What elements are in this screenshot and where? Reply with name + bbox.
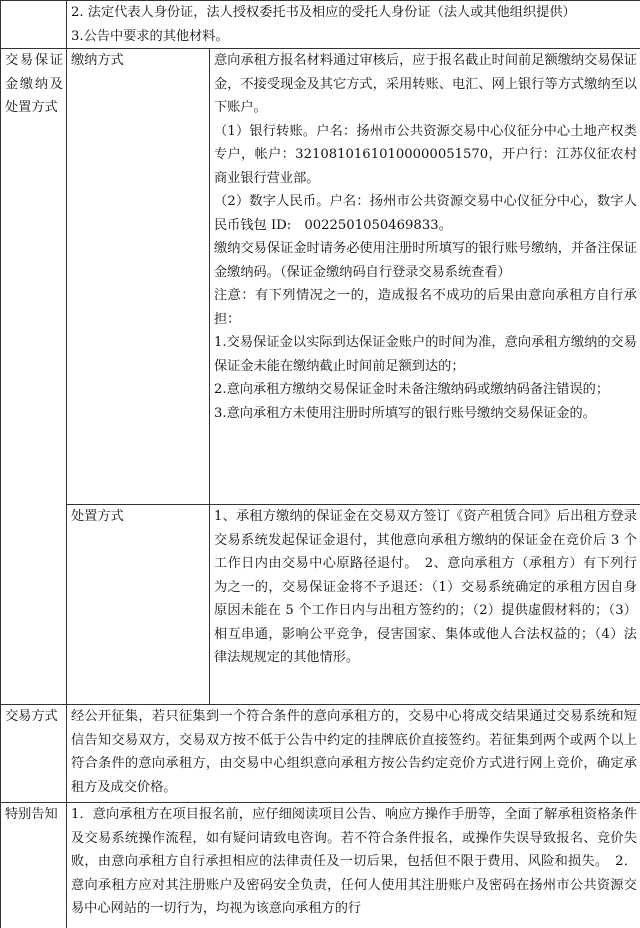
- materials-line: 3.公告中要求的其他材料。: [71, 28, 229, 44]
- materials-line: 2. 法定代表人身份证，法人授权委托书及相应的受托人身份证（法人或其他组织提供）: [71, 5, 576, 20]
- special-notice-content: 1．意向承租方在项目报名前，应仔细阅读项目公告、响应方操作手册等，全面了解承租资格条件及交易系统操作流程，如有疑问请致电咨询。若不符合条件报名，或操作失误导致报名、竞价失败，由意向承租方自行承担相应的法律责任及一切后果，包括但不限于费用、风险和损失。 2．意向承租方应对其注册账户及密码安全负责，任何人使用其注册账户及密码在扬州市公共资源交易中心网站的一切行为，均视为该意向承租方的行: [67, 803, 640, 928]
- disposal-method-label: 处置方式: [67, 505, 210, 705]
- payment-paragraph: （2）数字人民币。户名：扬州市公共资源交易中心仪征分中心，数字人民币钱包 ID: 0022501050469833。: [214, 194, 637, 233]
- disposal-row: [1, 505, 640, 705]
- disposal-method-content: [210, 505, 640, 705]
- payment-row: [1, 49, 640, 505]
- special-notice-label: 特别告知: [1, 803, 67, 928]
- materials-empty-label: [1, 1, 67, 49]
- payment-paragraph: 注意：有下列情况之一的，造成报名不成功的后果由意向承租方自行承担：: [214, 288, 637, 327]
- payment-paragraph: 缴纳交易保证金时请务必使用注册时所填写的银行账号缴纳，并备注保证金缴纳码。（保证金缴纳码自行登录交易系统查看）: [214, 241, 637, 280]
- payment-paragraph: 2.意向承租方缴纳交易保证金时未备注缴纳码或缴纳码备注错误的；: [214, 382, 610, 397]
- disposal-paragraph: 1、承租方缴纳的保证金在交易双方签订《资产租赁合同》后出租方登录交易系统发起保证金退付，其他意向承租方缴纳的保证金在竞价后 3 个工作日内由交易中心原路径退付。 2、意向承租方（承租方）有下列行为之一的，交易保证金将不予退还：（1）交易系统确定的承租方因自身原因未能在 5 个工作日内与出租方签约的；（2）提供虚假材料的；（3）相互串通，影响公平竞争，侵害国家、集体或他人合法权益的；（4）法律法规规定的其他情形。: [214, 509, 637, 665]
- materials-row: [1, 1, 640, 49]
- payment-method-content: [210, 49, 640, 505]
- deposit-section-label: 交易保证金缴纳及处置方式: [1, 49, 67, 705]
- payment-paragraph: 3.意向承租方未使用注册时所填写的银行账号缴纳交易保证金的。: [214, 405, 596, 421]
- special-notice-row: [1, 803, 640, 928]
- payment-paragraph: （1）银行转账。户名：扬州市公共资源交易中心仪征分中心土地产权类专户，帐户：32108101610100000051570，开户行：江苏仪征农村商业银行营业部。: [214, 123, 637, 186]
- trade-method-content: 经公开征集，若只征集到一个符合条件的意向承租方的，交易中心将成交结果通过交易系统和短信告知交易双方，交易双方按不低于公告中约定的挂牌底价直接签约。若征集到两个或两个以上符合条件的意向承租方，由交易中心组织意向承租方按公告约定竞价方式进行网上竞价，确定承租方及成交价格。: [67, 705, 640, 803]
- payment-method-label: 缴纳方式: [67, 49, 210, 505]
- trade-method-row: [1, 705, 640, 803]
- materials-cell: [67, 1, 640, 49]
- trade-method-label: 交易方式: [1, 705, 67, 803]
- payment-paragraph: 意向承租方报名材料通过审核后，应于报名截止时间前足额缴纳交易保证金，不接受现金及其它方式，采用转账、电汇、网上银行等方式缴纳至以下账户。: [214, 53, 637, 115]
- payment-paragraph: 1.交易保证金以实际到达保证金账户的时间为准，意向承租方缴纳的交易保证金未能在缴纳截止时间前足额到达的；: [214, 335, 637, 374]
